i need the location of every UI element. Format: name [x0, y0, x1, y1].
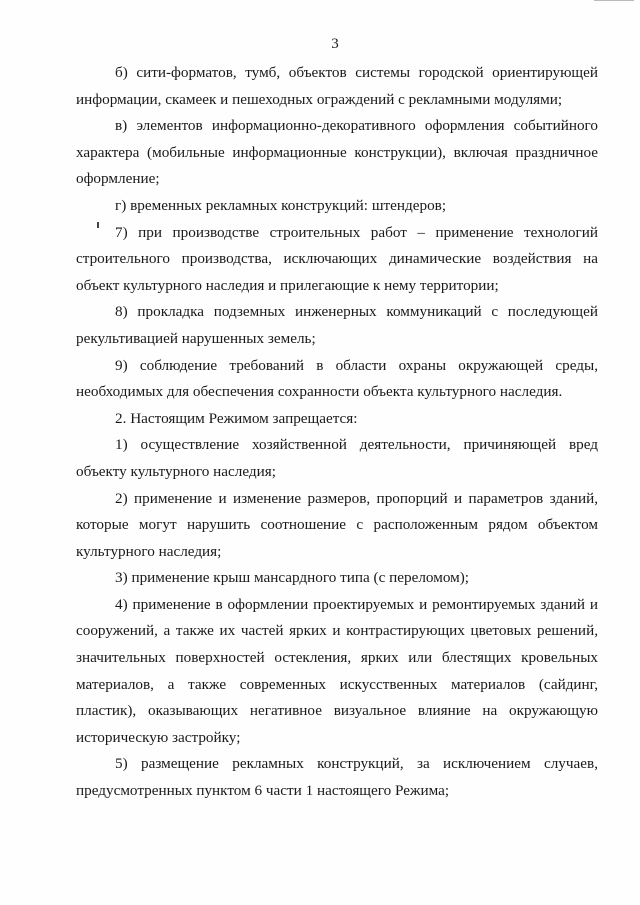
- paragraph-b-city-formats: б) сити-форматов, тумб, объектов системы городской ориентирующей информации, скамеек и пешеходных ограждений с рекламными модулями;: [76, 64, 598, 108]
- prohibition-5-advertising: 5) размещение рекламных конструкций, за исключением случаев, предусмотренных пунктом 6 части 1 настоящего Режима;: [76, 755, 598, 800]
- document-body: [76, 60, 598, 805]
- prohibition-2-building-dimensions: 2) применение и изменение размеров, пропорций и параметров зданий, которые могут нарушить соотношение с расположенным рядом объектом культурного наследия;: [76, 489, 598, 560]
- prohibition-3-mansard-roofs: 3) применение крыш мансардного типа (с переломом);: [115, 569, 470, 587]
- prohibition-4-facade-design: 4) применение в оформлении проектируемых и ремонтируемых зданий и сооружений, а также их частей ярких и контрастирующих цветовых решений, значительных поверхностей остекления, ярких или блестящих кровельных материалов, а также современных искусственных материалов (сайдинг, пластик), оказывающих негативное визуальное влияние на окружающую историческую застройку;: [76, 595, 598, 746]
- paragraph-v-decorative-elements: в) элементов информационно-декоративного оформления событийного характера (мобильные информационные конструкции), включая праздничное оформление;: [76, 117, 598, 188]
- scan-mark-top-right: [594, 0, 634, 1]
- paragraph-9-environment: 9) соблюдение требований в области охраны окружающей среды, необходимых для обеспечения сохранности объекта культурного наследия.: [76, 356, 598, 401]
- paragraph-7-construction-works: 7) при производстве строительных работ – применение технологий строительного производства, исключающих динамические воздействия на объект культурного наследия и прилегающие к нему территории;: [76, 223, 598, 294]
- page-number: 3: [331, 36, 339, 52]
- section-2-heading: 2. Настоящим Режимом запрещается:: [115, 409, 358, 427]
- prohibition-1-economic-activity: 1) осуществление хозяйственной деятельности, причиняющей вред объекту культурного наследия;: [76, 436, 598, 480]
- paragraph-8-underground-utilities: 8) прокладка подземных инженерных коммуникаций с последующей рекультивацией нарушенных земель;: [76, 303, 598, 347]
- paragraph-g-temporary-structures: г) временных рекламных конструкций: штендеров;: [115, 196, 447, 214]
